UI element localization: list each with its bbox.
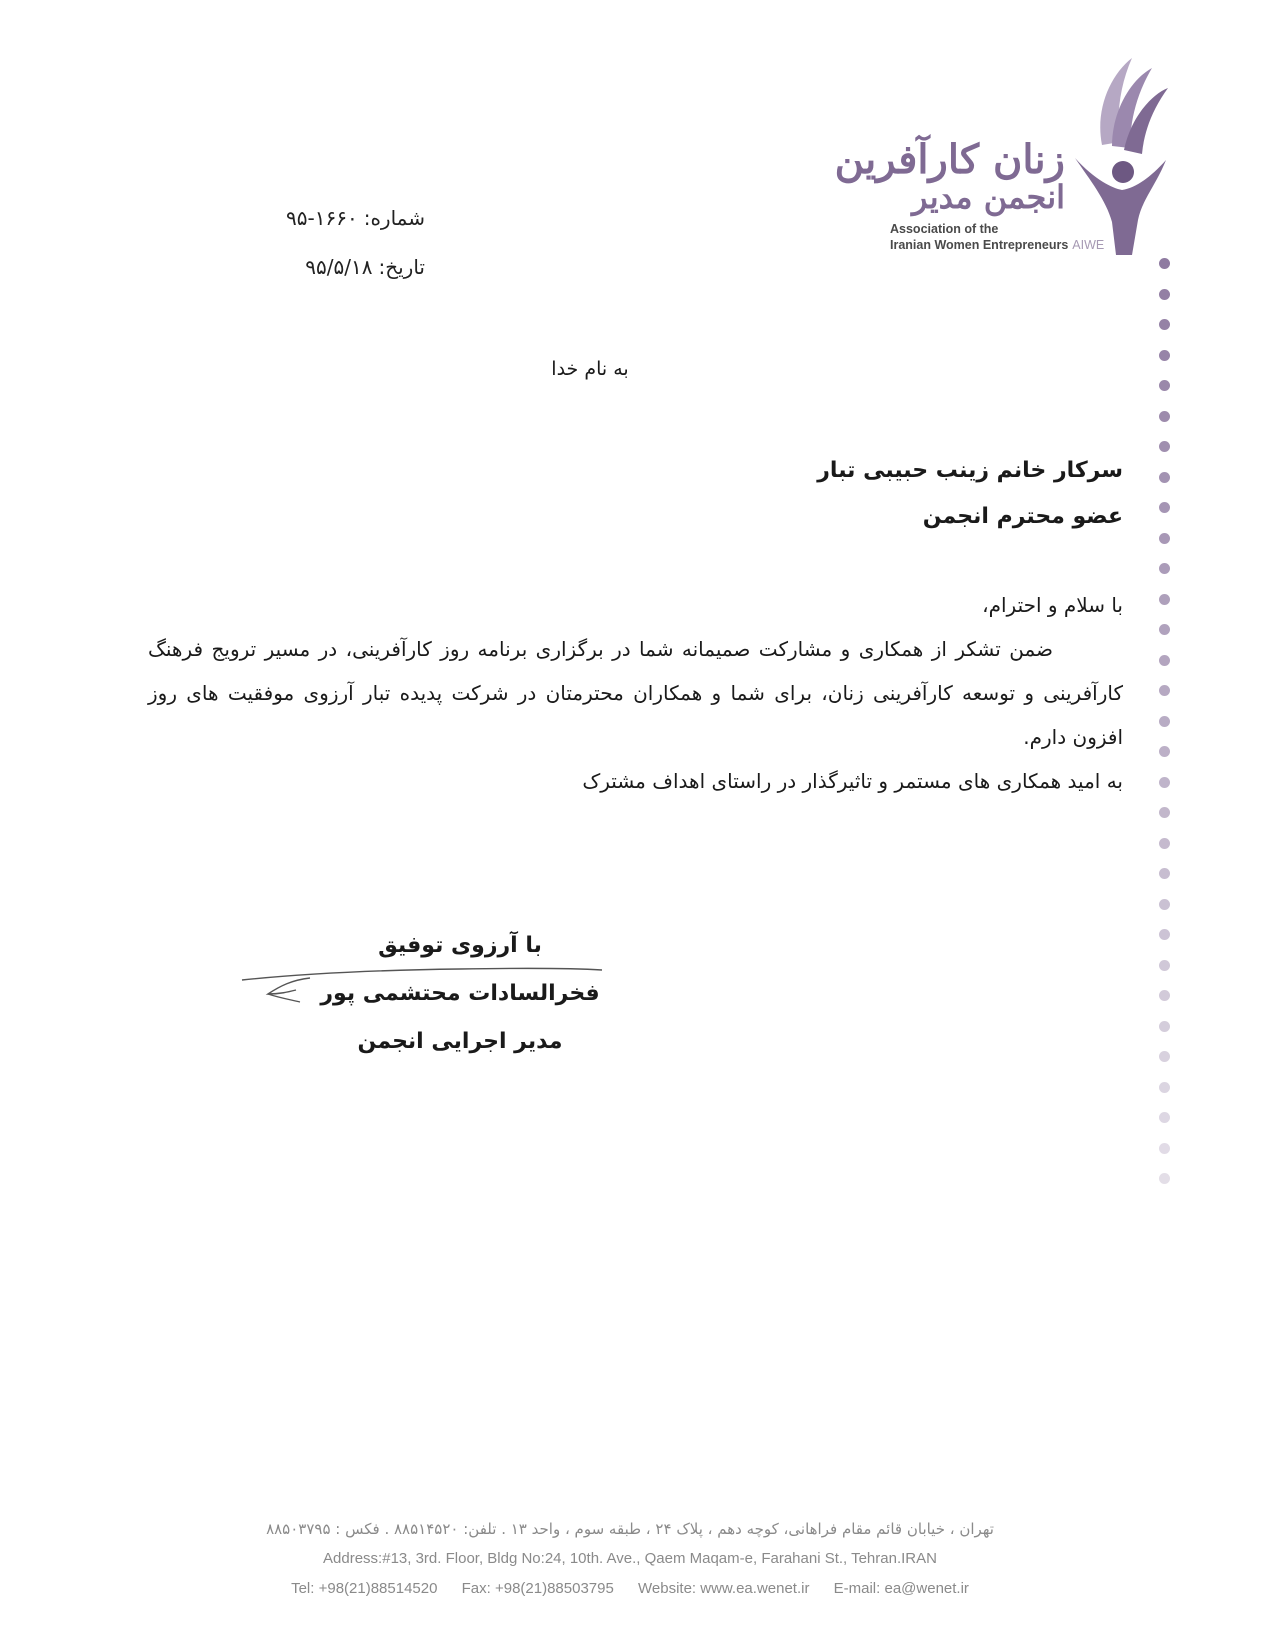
decorative-dot bbox=[1159, 1112, 1170, 1123]
decorative-dot bbox=[1159, 441, 1170, 452]
decorative-dot bbox=[1159, 929, 1170, 940]
letter-number bbox=[220, 206, 425, 230]
letter-number-value: ۱۶۶۰-۹۵ bbox=[286, 206, 358, 230]
decorative-dot bbox=[1159, 990, 1170, 1001]
decorative-dot bbox=[1159, 502, 1170, 513]
decorative-dot bbox=[1159, 655, 1170, 666]
basmala-heading: به نام خدا bbox=[551, 358, 629, 380]
footer-email: E-mail: ea@wenet.ir bbox=[833, 1580, 969, 1597]
recipient-title: عضو محترم انجمن bbox=[922, 504, 1123, 529]
closing-wish: با آرزوی توفیق bbox=[378, 933, 542, 958]
footer-website: Website: www.ea.wenet.ir bbox=[638, 1580, 810, 1597]
footer-address-fa: تهران ، خیابان قائم مقام فراهانی، کوچه دهم ، پلاک ۲۴ ، طبقه سوم ، واحد ۱۳ . تلفن: ۸۸۵۱۴۵۲۰ . فکس : ۸۸۵۰۳۷۹۵ bbox=[266, 1520, 994, 1538]
signer-title: مدیر اجرایی انجمن bbox=[357, 1029, 563, 1054]
decorative-dot bbox=[1159, 594, 1170, 605]
footer-fax: Fax: +98(21)88503795 bbox=[461, 1580, 614, 1597]
recipient-block bbox=[623, 448, 1123, 540]
decorative-dot-column bbox=[1158, 258, 1172, 1238]
decorative-dot bbox=[1159, 1082, 1170, 1093]
decorative-dot bbox=[1159, 685, 1170, 696]
decorative-dot bbox=[1159, 960, 1170, 971]
decorative-dot bbox=[1159, 319, 1170, 330]
organization-logo bbox=[834, 50, 1180, 260]
letter-paragraph: ضمن تشکر از همکاری و مشارکت صمیمانه شما در برگزاری برنامه روز کارآفرینی، در مسیر ترویج فرهنگ کارآفرینی و توسعه کارآفرینی زنان، برای شما و همکاران محترمتان در شرکت پدیده تبار آرزوی موفقیت های روز افزون دارم. bbox=[148, 637, 1123, 749]
letter-date-label: تاریخ: bbox=[378, 255, 425, 279]
logo-name-en-line1: Association of the bbox=[890, 222, 999, 236]
decorative-dot bbox=[1159, 716, 1170, 727]
decorative-dot bbox=[1159, 533, 1170, 544]
decorative-dot bbox=[1159, 624, 1170, 635]
decorative-dot bbox=[1159, 411, 1170, 422]
letterhead-footer bbox=[180, 1514, 1080, 1604]
recipient-name: سرکار خانم زینب حبیبی تبار bbox=[817, 458, 1123, 483]
decorative-dot bbox=[1159, 350, 1170, 361]
decorative-dot bbox=[1159, 289, 1170, 300]
decorative-dot bbox=[1159, 807, 1170, 818]
decorative-dot bbox=[1159, 1173, 1170, 1184]
decorative-dot bbox=[1159, 1021, 1170, 1032]
logo-name-fa-line2: انجمن مدیر bbox=[912, 178, 1065, 216]
logo-name-en-line2 bbox=[890, 238, 1104, 252]
decorative-dot bbox=[1159, 563, 1170, 574]
decorative-dot bbox=[1159, 1051, 1170, 1062]
decorative-dot bbox=[1159, 258, 1170, 269]
decorative-dot bbox=[1159, 1143, 1170, 1154]
letter-closing-line: به امید همکاری های مستمر و تاثیرگذار در راستای اهداف مشترک bbox=[582, 769, 1123, 793]
letter-date bbox=[220, 255, 425, 279]
letter-greeting: با سلام و احترام، bbox=[982, 593, 1123, 617]
logo-name-en-text: Iranian Women Entrepreneurs bbox=[890, 238, 1069, 252]
decorative-dot bbox=[1159, 899, 1170, 910]
decorative-dot bbox=[1159, 380, 1170, 391]
footer-tel: Tel: +98(21)88514520 bbox=[291, 1580, 438, 1597]
decorative-dot bbox=[1159, 777, 1170, 788]
signature-block bbox=[240, 922, 680, 1066]
letter-number-label: شماره: bbox=[363, 206, 425, 230]
footer-address-en: Address:#13, 3rd. Floor, Bldg No:24, 10th. Ave., Qaem Maqam-e, Farahani St., Tehran.IRAN bbox=[323, 1550, 937, 1567]
decorative-dot bbox=[1159, 472, 1170, 483]
decorative-dot bbox=[1159, 838, 1170, 849]
letter-body bbox=[148, 583, 1123, 803]
letter-date-value: ۹۵/۵/۱۸ bbox=[305, 255, 373, 279]
decorative-dot bbox=[1159, 868, 1170, 879]
footer-contacts bbox=[180, 1574, 1080, 1604]
signer-name: فخرالسادات محتشمی پور bbox=[320, 981, 600, 1006]
logo-abbreviation: AIWE bbox=[1072, 238, 1105, 252]
logo-name-fa-line1: زنان کارآفرین bbox=[834, 136, 1065, 183]
decorative-dot bbox=[1159, 746, 1170, 757]
